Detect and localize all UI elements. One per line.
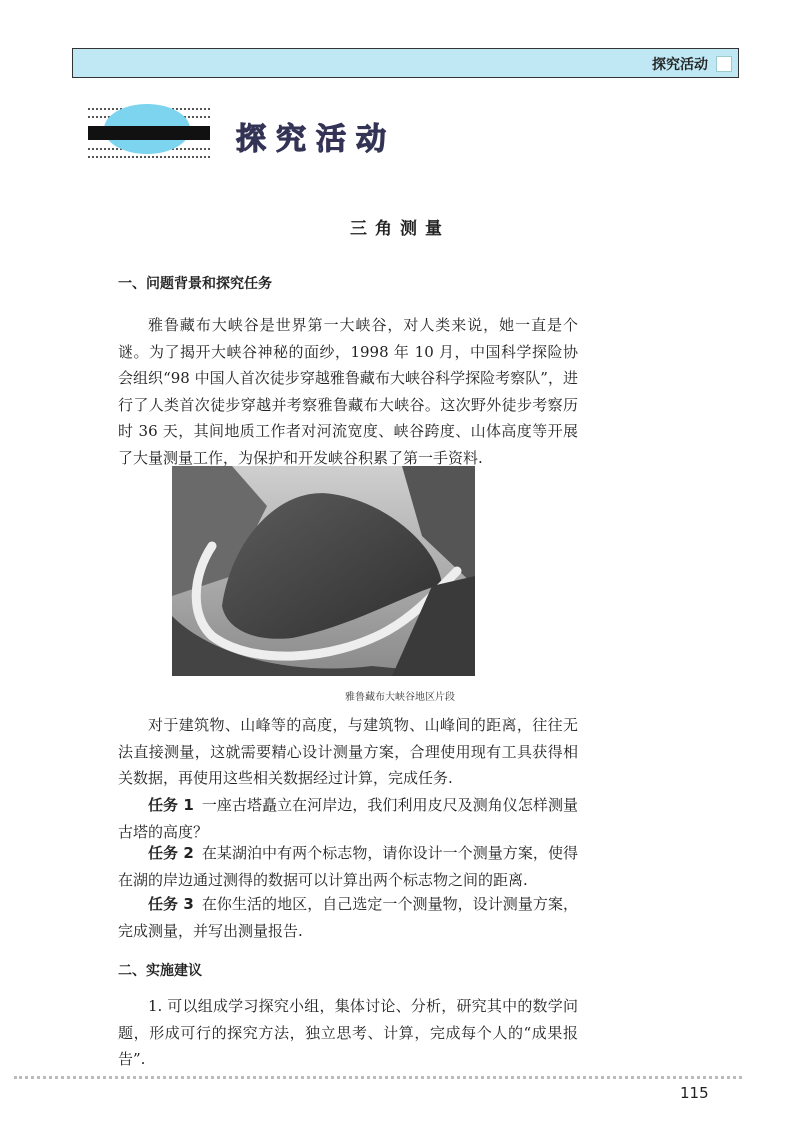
- photo-caption: 雅鲁藏布大峡谷地区片段: [345, 692, 455, 703]
- page-number: 115: [680, 1084, 709, 1102]
- section-heading-1: 一、问题背景和探究任务: [118, 276, 272, 292]
- task-3-label: 任务 3: [148, 895, 194, 913]
- task-1-label: 任务 1: [148, 796, 194, 814]
- task-2: [118, 840, 578, 893]
- page-title: 三角测量: [350, 219, 450, 239]
- running-header-bar: [72, 48, 739, 78]
- task-2-label: 任务 2: [148, 844, 194, 862]
- task-2-text: 在某湖泊中有两个标志物，请你设计一个测量方案，使得在湖的岸边通过测得的数据可以计算出两个标志物之间的距离.: [118, 844, 578, 889]
- task-3-text: 在你生活的地区，自己选定一个测量物，设计测量方案，完成测量，并写出测量报告.: [118, 895, 578, 940]
- body-paragraph: 对于建筑物、山峰等的高度，与建筑物、山峰间的距离，往往无法直接测量，这就需要精心设计测量方案，合理使用现有工具获得相关数据，再使用这些相关数据经过计算，完成任务.: [118, 716, 578, 787]
- header-square-decoration: [716, 56, 732, 72]
- canyon-photo-image: [172, 466, 475, 676]
- running-header-label: 探究活动: [652, 57, 708, 73]
- banner-dotted-line: [88, 156, 210, 158]
- task-1: [118, 792, 578, 845]
- task-3: [118, 891, 578, 944]
- section-heading-2: 二、实施建议: [118, 963, 202, 979]
- suggestion-item-1: 1. 可以组成学习探究小组，集体讨论、分析，研究其中的数学问题，形成可行的探究方法，独立思考、计算，完成每个人的“成果报告”.: [118, 997, 578, 1068]
- banner-title: 探究活动: [236, 122, 396, 157]
- task-1-text: 一座古塔矗立在河岸边，我们利用皮尺及测角仪怎样测量古塔的高度？: [118, 796, 578, 841]
- banner-band-decoration: [88, 126, 210, 140]
- intro-paragraph: 雅鲁藏布大峡谷是世界第一大峡谷，对人类来说，她一直是个谜。为了揭开大峡谷神秘的面纱，1998 年 10 月，中国科学探险协会组织“98 中国人首次徒步穿越雅鲁藏布大峡谷科学探险考察队”，进行了人类首次徒步穿越并考察雅鲁藏布大峡谷。这次野外徒步考察历时 36 天，其间地质工作者对河流宽度、峡谷跨度、山体高度等开展了大量测量工作，为保护和开发峡谷积累了第一手资料.: [118, 316, 578, 467]
- canyon-photo: [172, 466, 475, 676]
- footer-dotted-line: [14, 1076, 742, 1079]
